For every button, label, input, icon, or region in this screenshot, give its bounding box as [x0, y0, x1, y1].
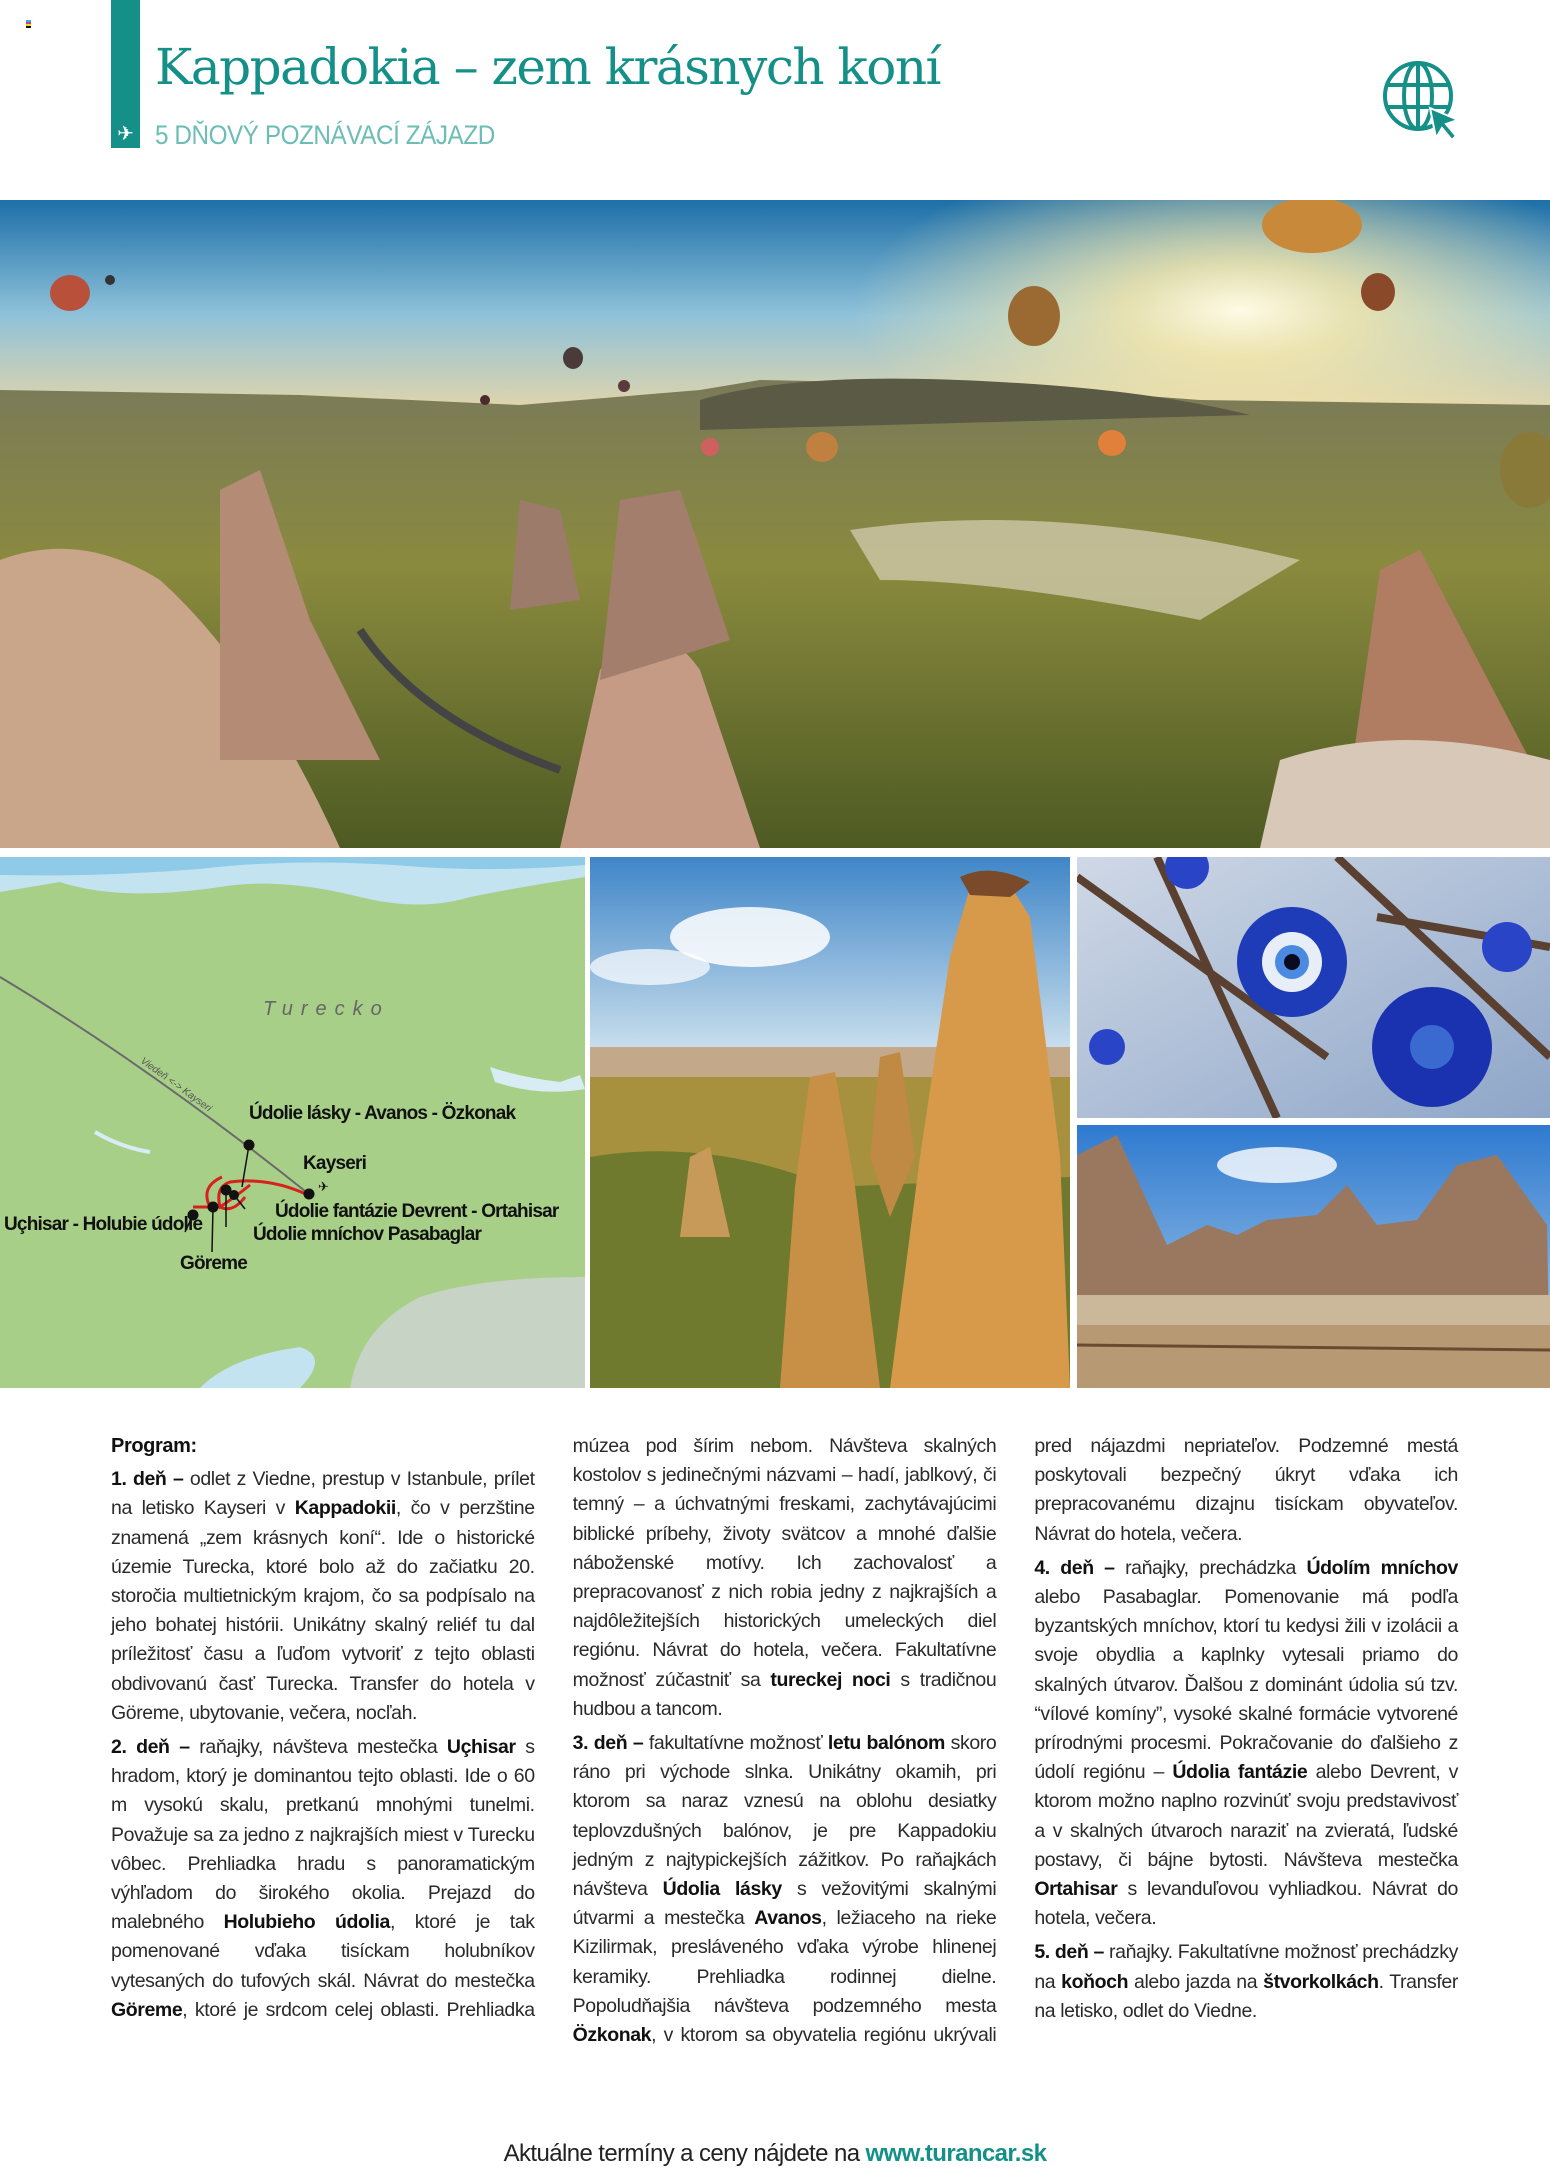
- body-text: s levanduľovou vyhliadkou. Návrat do hotela, večera.: [1034, 1878, 1458, 1930]
- airport-icon: ✈: [318, 1179, 329, 1194]
- highlight-text: 1. deň –: [111, 1468, 184, 1491]
- map-label-goreme: Göreme: [180, 1253, 248, 1274]
- photo-fairy-chimneys: [590, 857, 1070, 1388]
- highlight-text: Ortahisar: [1034, 1878, 1118, 1901]
- highlight-text: Kappadokii: [294, 1497, 396, 1520]
- body-text: s hradom, ktorý je dominantou tejto oblasti. Ide o 60 m vysokú skalu, pretkanú mnohými tunelmi. Považuje sa za jedno z najkrajších miest v Turecku vôbec. Prehliadka hradu s panoramatickým výhľadom do širokého okolia. Prejazd do malebného: [111, 1736, 535, 1934]
- body-text: , ktoré je srdcom celej oblasti. Prehliadka múzea pod šírim nebom. Návšteva skalných kostolov s jedinečnými názvami – hadí, jablkový, či temný – a úchvatnými freskami, zachytávajúcimi biblické príbehy, životy svätcov a mnohé ďalšie náboženské motívy. Ich zachovalosť a prepracovanosť z nich robia jedny z najkrajších a najdôležitejších historických umeleckých diel regiónu. Návrat do hotela, večera. Fakultatívne možnosť zúčastniť sa: [182, 1435, 997, 2021]
- body-text: , ležiaceho na rieke Kizilirmak, presláveného vďaka výrobe hlinenej keramiky. Prehliadka rodinnej dielne. Popoludňajšia návšteva podzemného mesta: [572, 1907, 997, 2017]
- highlight-text: Údolia fantázie: [1172, 1761, 1308, 1784]
- photo-goreme-rock-formations: [1077, 1125, 1550, 1388]
- highlight-text: Holubieho údolia: [223, 1911, 390, 1934]
- body-text: raňajky. Fakultatívne možnosť prechádzky na: [1034, 1941, 1458, 1993]
- body-text: . Transfer na letisko, odlet do Viedne.: [1034, 1970, 1458, 2022]
- footer: [0, 2140, 1550, 2168]
- program-text: [111, 1432, 1458, 2050]
- highlight-text: 2. deň –: [111, 1736, 190, 1759]
- program-day-5: [1034, 1938, 1458, 2026]
- map-label-kayseri: Kayseri: [303, 1153, 367, 1174]
- body-text: s tradičnou hudbou a tancom.: [572, 1668, 997, 1720]
- hero-photo-cappadocia-balloons: [0, 200, 1550, 848]
- highlight-text: 3. deň –: [572, 1732, 644, 1755]
- program-heading: Program:: [111, 1435, 197, 1457]
- photo-evil-eye-amulets: [1077, 857, 1550, 1118]
- body-text: s vežovitými skalnými útvarmi a mestečka: [572, 1878, 997, 1930]
- map-label-udolie-lasky: Údolie lásky - Avanos - Özkonak: [249, 1103, 516, 1124]
- map-label-fantazie: Údolie fantázie Devrent - Ortahisar: [275, 1201, 559, 1222]
- body-text: raňajky, návšteva mestečka: [189, 1736, 447, 1759]
- highlight-text: koňoch: [1061, 1970, 1129, 1993]
- highlight-text: 4. deň –: [1034, 1556, 1115, 1579]
- body-text: raňajky, prechádzka: [1114, 1556, 1307, 1579]
- country-label: Turecko: [263, 998, 390, 1020]
- airplane-icon: ✈: [117, 123, 134, 145]
- map-label-mnichov: Údolie mníchov Pasabaglar: [253, 1224, 482, 1245]
- highlight-text: štvorkolkách: [1263, 1970, 1379, 1993]
- body-text: alebo Devrent, v ktorom možno naplno rozvinúť svoju predstavivosť a v skalných útvaroch naraziť na zvieratá, ľudské postavy, či bájne bytosti. Návšteva mestečka: [1034, 1761, 1458, 1871]
- globe-cursor-icon[interactable]: [1380, 58, 1464, 142]
- body-text: skoro ráno pri východe slnka. Unikátny okamih, pri ktorom sa naraz vznesú na oblohu desiatky teplovzdušných balónov, je pre Kappadokiu jedným z najtypickejších zážitkov. Po raňajkách návšteva: [572, 1732, 997, 1901]
- body-text: , v ktorom sa obyvatelia regiónu ukrývali pred nájazdmi nepriateľov. Podzemné mestá poskytovali bezpečný úkryt vďaka ich prepracovanému dizajnu tisíckam obyvateľov. Návrat do hotela, večera.: [651, 1435, 1458, 2047]
- highlight-text: Údolia lásky: [662, 1878, 782, 1901]
- website-link[interactable]: www.turancar.sk: [865, 2140, 1047, 2167]
- route-map: [0, 857, 585, 1388]
- body-text: , ktoré je tak pomenované vďaka tisíckam holubníkov vytesaných do tufových skál. Návrat do mestečka: [111, 1911, 535, 1992]
- highlight-text: tureckej noci: [770, 1668, 891, 1691]
- map-label-uchisar: Uçhisar - Holubie údolie: [4, 1214, 203, 1235]
- program-day-1: [111, 1465, 535, 1728]
- footer-text: Aktuálne termíny a ceny nájdete na: [503, 2140, 866, 2167]
- body-text: fakultatívne možnosť: [643, 1732, 828, 1755]
- page-subtitle: 5 DŇOVÝ POZNÁVACÍ ZÁJAZD: [155, 120, 495, 150]
- body-text: alebo jazda na: [1128, 1970, 1264, 1993]
- page-title: Kappadokia – zem krásnych koní: [155, 38, 941, 96]
- highlight-text: Göreme: [111, 1998, 183, 2021]
- body-text: odlet z Viedne, prestup v Istanbule, prílet na letisko Kayseri v: [111, 1468, 535, 1520]
- print-color-marks: [26, 20, 31, 28]
- highlight-text: Uçhisar: [446, 1736, 516, 1759]
- highlight-text: Özkonak: [572, 2024, 652, 2047]
- body-text: alebo Pasabaglar. Pomenovanie má podľa byzantských mníchov, ktorí tu kedysi žili v izolácii a svoje obydlia a kaplnky vytesali priamo do skalných útvarov. Ďalšou z dominánt údolia sú tzv. “vílové komíny”, vysoké skalné formácie vytvorené prírodnými procesmi. Pokračovanie do ďalšieho z údolí regiónu –: [1034, 1586, 1458, 1784]
- highlight-text: 5. deň –: [1034, 1941, 1104, 1964]
- highlight-text: letu balónom: [827, 1732, 945, 1755]
- program-day-4: [1034, 1554, 1458, 1934]
- highlight-text: Avanos: [754, 1907, 822, 1930]
- flight-route-label: Viedeň <-> Kayseri: [138, 1055, 214, 1115]
- body-text: , čo v perzštine znamená „zem krásnych koní“. Ide o historické územie Turecka, ktoré bolo až do začiatku 20. storočia multietnickým krajom, čo sa podpísalo na jeho bohatej histórii. Unikátny skalný reliéf tu dal príležitosť času a ľuďom vytvoriť z tejto oblasti obdivovanú časť Turecka. Transfer do hotela v Göreme, ubytovanie, večera, nocľah.: [111, 1497, 535, 1724]
- highlight-text: Údolím mníchov: [1306, 1556, 1458, 1579]
